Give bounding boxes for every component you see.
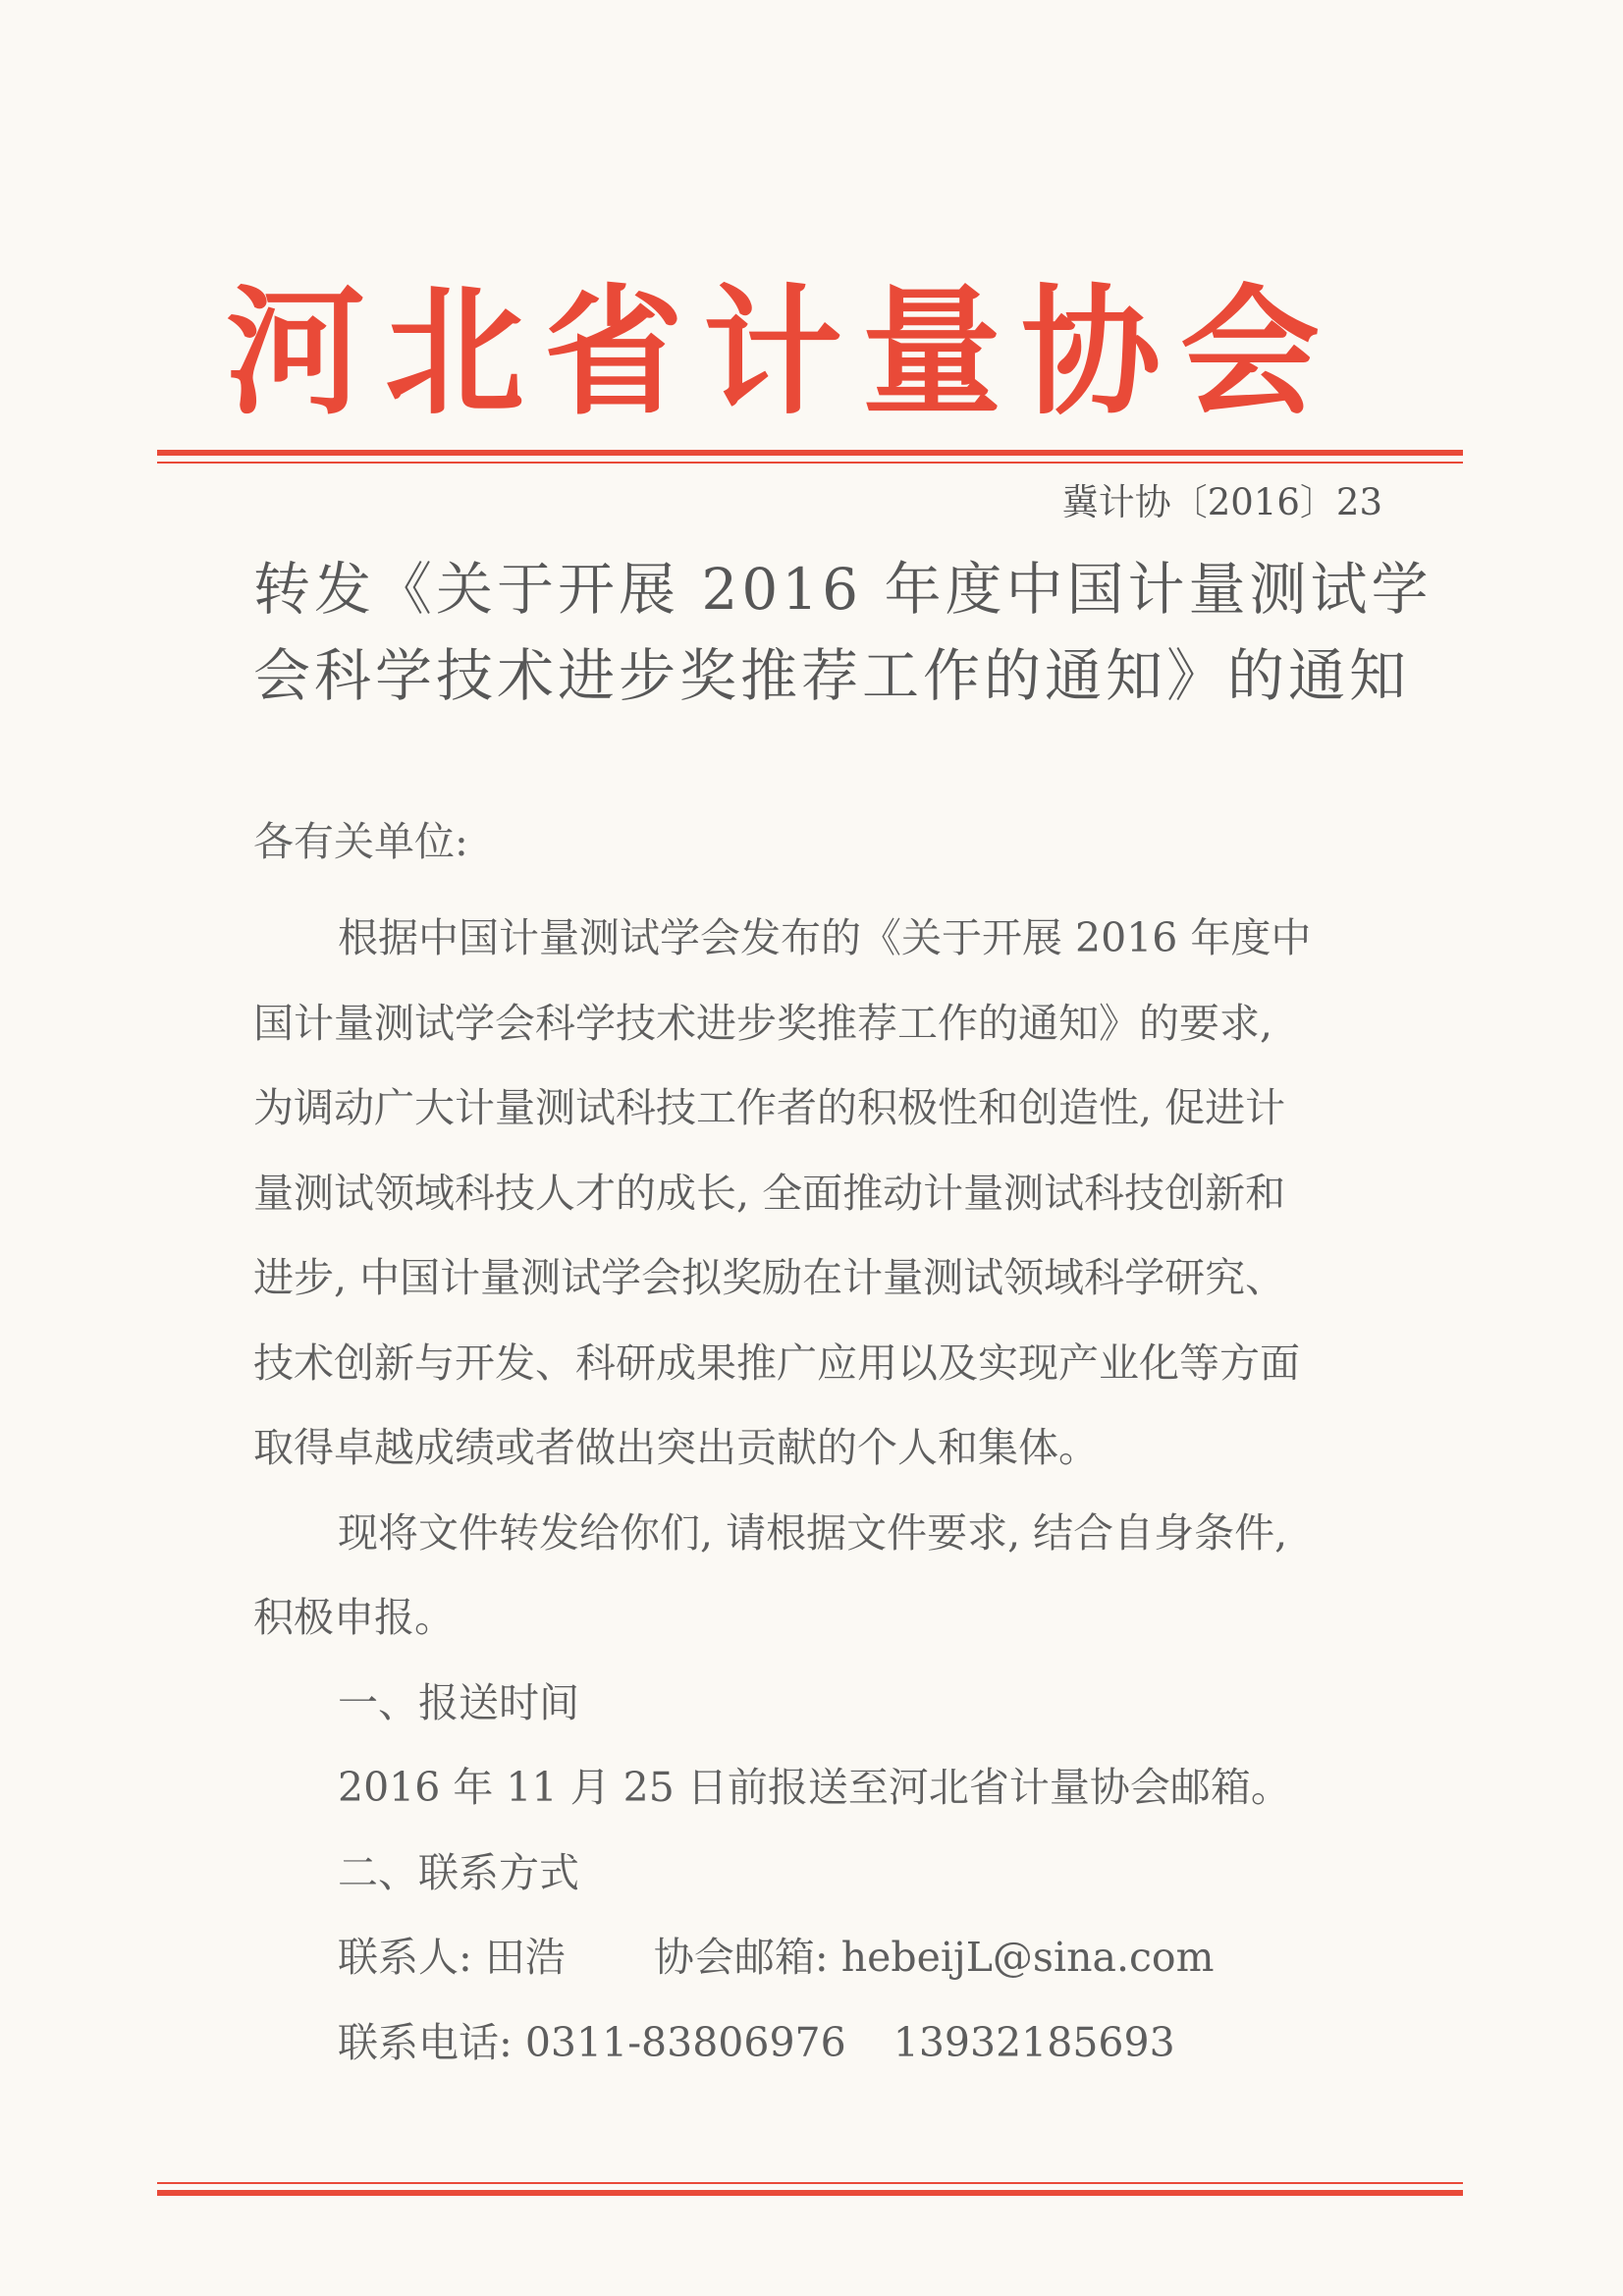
contact-email: 协会邮箱: hebeijL@sina.com (653, 1934, 1215, 1981)
body-line: 积极申报。 (253, 1594, 455, 1641)
contact-phone: 联系电话: 0311-83806976 (338, 2018, 846, 2066)
body-line: 现将文件转发给你们, 请根据文件要求, 结合自身条件, (338, 1508, 1288, 1557)
phone-line (253, 2000, 1382, 2086)
document-title-line-2: 会科学技术进步奖推荐工作的通知》的通知 (253, 642, 1411, 709)
salutation: 各有关单位: (253, 818, 468, 865)
document-body (253, 896, 1382, 2085)
footer-rule-thin (157, 2182, 1463, 2184)
footer-rule-thick (157, 2190, 1463, 2196)
body-line: 进步, 中国计量测试学会拟奖励在计量测试领域科学研究、 (253, 1254, 1286, 1301)
section-heading-contact: 二、联系方式 (338, 1848, 579, 1896)
body-line: 量测试领域科技人才的成长, 全面推动计量测试科技创新和 (253, 1169, 1286, 1217)
contact-person: 联系人: 田浩 (338, 1934, 566, 1981)
body-line: 取得卓越成绩或者做出突出贡献的个人和集体。 (253, 1424, 1099, 1471)
body-line: 根据中国计量测试学会发布的《关于开展 2016 年度中 (338, 914, 1312, 961)
contact-mobile: 13932185693 (893, 2018, 1175, 2066)
contact-line (253, 1915, 1382, 2000)
body-line: 国计量测试学会科学技术进步奖推荐工作的通知》的要求, (253, 999, 1273, 1047)
organization-letterhead: 河北省计量协会 (226, 272, 1339, 434)
body-line: 技术创新与开发、科研成果推广应用以及实现产业化等方面 (253, 1339, 1300, 1387)
body-line: 为调动广大计量测试科技工作者的积极性和创造性, 促进计 (253, 1084, 1286, 1131)
submission-deadline-text: 2016 年 11 月 25 日前报送至河北省计量协会邮箱。 (338, 1764, 1291, 1811)
document-title (253, 546, 1433, 719)
document-title-line-1: 转发《关于开展 2016 年度中国计量测试学 (253, 556, 1433, 623)
letterhead-rule-thin (157, 462, 1463, 464)
letterhead-rule-thick (157, 450, 1463, 456)
section-heading-submission-time: 一、报送时间 (338, 1678, 579, 1726)
document-number: 冀计协〔2016〕23 (1061, 481, 1382, 523)
